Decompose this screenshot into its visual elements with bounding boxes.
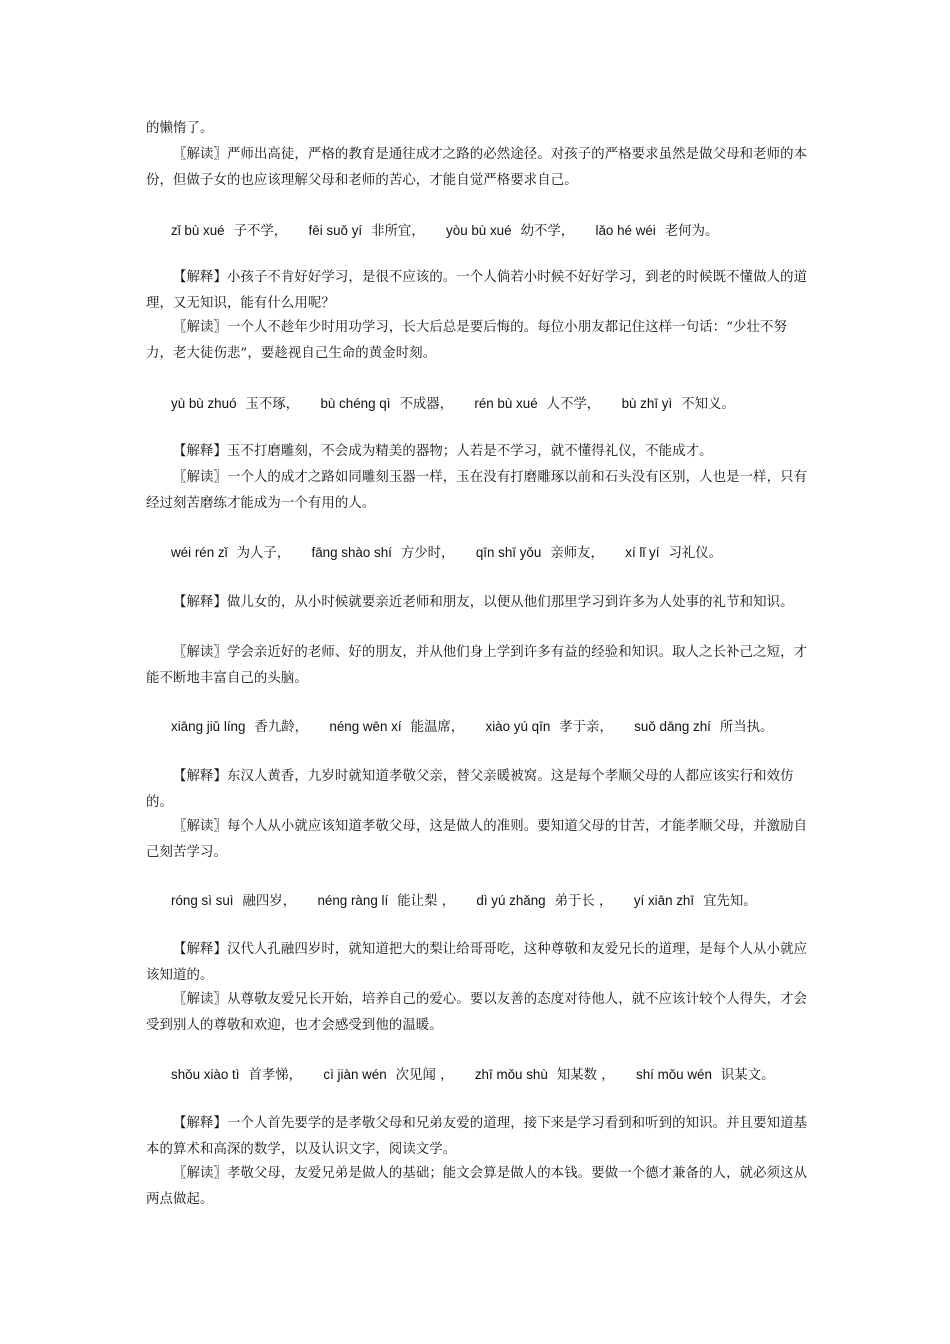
reading-paragraph-6: 〖解读〗孝敬父母，友爱兄弟是做人的基础；能文会算是做人的本钱。要做一个德才兼备的人，就必须这从两点做起。 — [146, 1166, 808, 1207]
hanzi: 知某数 ， — [556, 1068, 615, 1083]
pinyin: xiāng jiǔ líng — [171, 719, 246, 734]
verse-segment — [171, 218, 287, 245]
verse-segment — [595, 218, 718, 245]
explanation-paragraph-2: 【解释】玉不打磨雕刻，不会成为精美的器物；人若是不学习，就不懂得礼仪，不能成才。 — [173, 444, 713, 459]
hanzi: 不成器， — [399, 397, 453, 412]
pinyin: fāng shào shí — [311, 545, 392, 560]
intro-tail-text: 的懒惰了。 — [146, 121, 214, 136]
pinyin: shí mǒu wén — [636, 1067, 712, 1082]
pinyin: róng sì suì — [171, 893, 234, 908]
explanation-paragraph-4: 【解释】东汉人黄香，九岁时就知道孝敬父亲，替父亲暖被窝。这是每个孝顺父母的人都应该实行和效仿的。 — [146, 769, 794, 810]
verse-line-2 — [171, 391, 811, 418]
hanzi: 人不学， — [546, 397, 601, 412]
pinyin: bù zhī yì — [621, 396, 673, 411]
pinyin: yù bù zhuó — [171, 396, 237, 411]
reading-paragraph-5: 〖解读〗从尊敬友爱兄长开始，培养自己的爱心。要以友善的态度对待他人，就不应该计较个人得失，才会受到别人的尊敬和欢迎，也才会感受到他的温暖。 — [146, 992, 808, 1033]
reading-paragraph-3: 〖解读〗学会亲近好的老师、好的朋友，并从他们身上学到许多有益的经验和知识。取人之长补己之短，才能不断地丰富自己的头脑。 — [146, 645, 808, 686]
verse-segment — [625, 540, 722, 567]
explanation-paragraph-5: 【解释】汉代人孔融四岁时，就知道把大的梨让给哥哥吃，这种尊敬和友爱兄长的道理，是每个人从小就应该知道的。 — [146, 942, 808, 983]
verse-segment — [476, 540, 604, 567]
pinyin: xiào yú qīn — [485, 719, 551, 734]
pinyin: qīn shī yǒu — [475, 545, 542, 560]
hanzi: 识某文。 — [720, 1068, 775, 1083]
pinyin: bù chéng qì — [320, 396, 391, 411]
hanzi: 不知义。 — [681, 397, 735, 412]
verse-segment — [323, 1062, 453, 1089]
hanzi: 方少时， — [400, 546, 455, 561]
verse-segment — [474, 391, 600, 418]
hanzi: 子不学， — [233, 224, 288, 239]
hanzi: 融四岁， — [242, 894, 297, 909]
hanzi: 非所宜， — [371, 224, 425, 239]
verse-segment — [636, 1062, 774, 1089]
reading-paragraph-2: 〖解读〗一个人的成才之路如同雕刻玉器一样，玉在没有打磨雕琢以前和石头没有区别，人也是一样，只有经过刻苦磨练才能成为一个有用的人。 — [146, 470, 808, 511]
verse-segment — [171, 714, 308, 741]
verse-segment — [329, 714, 464, 741]
intro-reading-paragraph: 〖解读〗严师出高徒，严格的教育是通往成才之路的必然途径。对孩子的严格要求虽然是做父母和老师的本份，但做子女的也应该理解父母和老师的苦心，才能自觉严格要求自己。 — [146, 147, 808, 188]
pinyin: dì yú zhǎng — [476, 893, 546, 908]
hanzi: 亲师友， — [550, 546, 604, 561]
hanzi: 老何为。 — [664, 224, 719, 239]
pinyin: cì jiàn wén — [323, 1067, 387, 1082]
pinyin: wéi rén zǐ — [171, 545, 228, 560]
verse-line-6 — [171, 1062, 811, 1089]
hanzi: 玉不琢， — [245, 397, 300, 412]
pinyin: suǒ dāng zhí — [634, 719, 711, 734]
verse-segment — [311, 540, 454, 567]
pinyin: néng ràng lí — [317, 893, 389, 908]
hanzi: 次见闻 ， — [395, 1068, 454, 1083]
pinyin: yòu bù xué — [446, 223, 512, 238]
pinyin: lǎo hé wéi — [595, 223, 656, 238]
verse-segment — [171, 391, 299, 418]
verse-segment — [446, 218, 574, 245]
verse-segment — [476, 888, 612, 915]
pinyin: zhī mǒu shù — [474, 1067, 548, 1082]
verse-segment — [317, 888, 455, 915]
pinyin: shǒu xiào tì — [171, 1067, 240, 1082]
hanzi: 孝于亲， — [559, 720, 613, 735]
hanzi: 为人子， — [236, 546, 291, 561]
hanzi: 习礼仪。 — [668, 546, 723, 561]
pinyin: xí lǐ yí — [625, 545, 660, 560]
pinyin: néng wēn xí — [329, 719, 402, 734]
hanzi: 能让梨 ， — [397, 894, 456, 909]
verse-segment — [171, 888, 296, 915]
pinyin: fēi suǒ yí — [308, 223, 363, 238]
verse-line-1 — [171, 218, 811, 245]
pinyin: yí xiān zhī — [633, 893, 695, 908]
hanzi: 能温席， — [410, 720, 465, 735]
verse-segment — [171, 540, 290, 567]
verse-segment — [634, 888, 757, 915]
reading-paragraph-4: 〖解读〗每个人从小就应该知道孝敬父母，这是做人的准则。要知道父母的甘苦，才能孝顺父母，并激励自己刻苦学习。 — [146, 819, 808, 860]
verse-line-3 — [171, 540, 811, 567]
hanzi: 首孝悌， — [248, 1068, 303, 1083]
verse-segment — [622, 391, 735, 418]
verse-segment — [309, 218, 425, 245]
verse-segment — [475, 1062, 615, 1089]
explanation-paragraph-1: 【解释】小孩子不肯好好学习，是很不应该的。一个人倘若小时候不好好学习，到老的时候既不懂做人的道理，又无知识，能有什么用呢？ — [146, 270, 808, 311]
verse-segment — [634, 714, 773, 741]
reading-paragraph-1: 〖解读〗一个人不趁年少时用功学习，长大后总是要后悔的。每位小朋友都记住这样一句话：“少壮不努力，老大徒伤悲”，要趁视自己生命的黄金时刻。 — [146, 320, 788, 361]
hanzi: 所当执。 — [719, 720, 774, 735]
explanation-paragraph-3: 【解释】做儿女的，从小时候就要亲近老师和朋友，以便从他们那里学习到许多为人处事的礼节和知识。 — [173, 595, 794, 610]
hanzi: 幼不学， — [520, 224, 575, 239]
verse-segment — [320, 391, 453, 418]
hanzi: 宜先知。 — [703, 894, 757, 909]
pinyin: zǐ bù xué — [171, 223, 225, 238]
verse-line-4 — [171, 714, 811, 741]
verse-line-5 — [171, 888, 811, 915]
hanzi: 弟于长 ， — [554, 894, 613, 909]
verse-segment — [171, 1062, 302, 1089]
explanation-paragraph-6: 【解释】一个人首先要学的是孝敬父母和兄弟友爱的道理，接下来是学习看到和听到的知识。并且要知道基本的算术和高深的数学，以及认识文字，阅读文学。 — [146, 1116, 808, 1157]
verse-segment — [486, 714, 613, 741]
pinyin: rén bù xué — [474, 396, 538, 411]
hanzi: 香九龄， — [254, 720, 309, 735]
